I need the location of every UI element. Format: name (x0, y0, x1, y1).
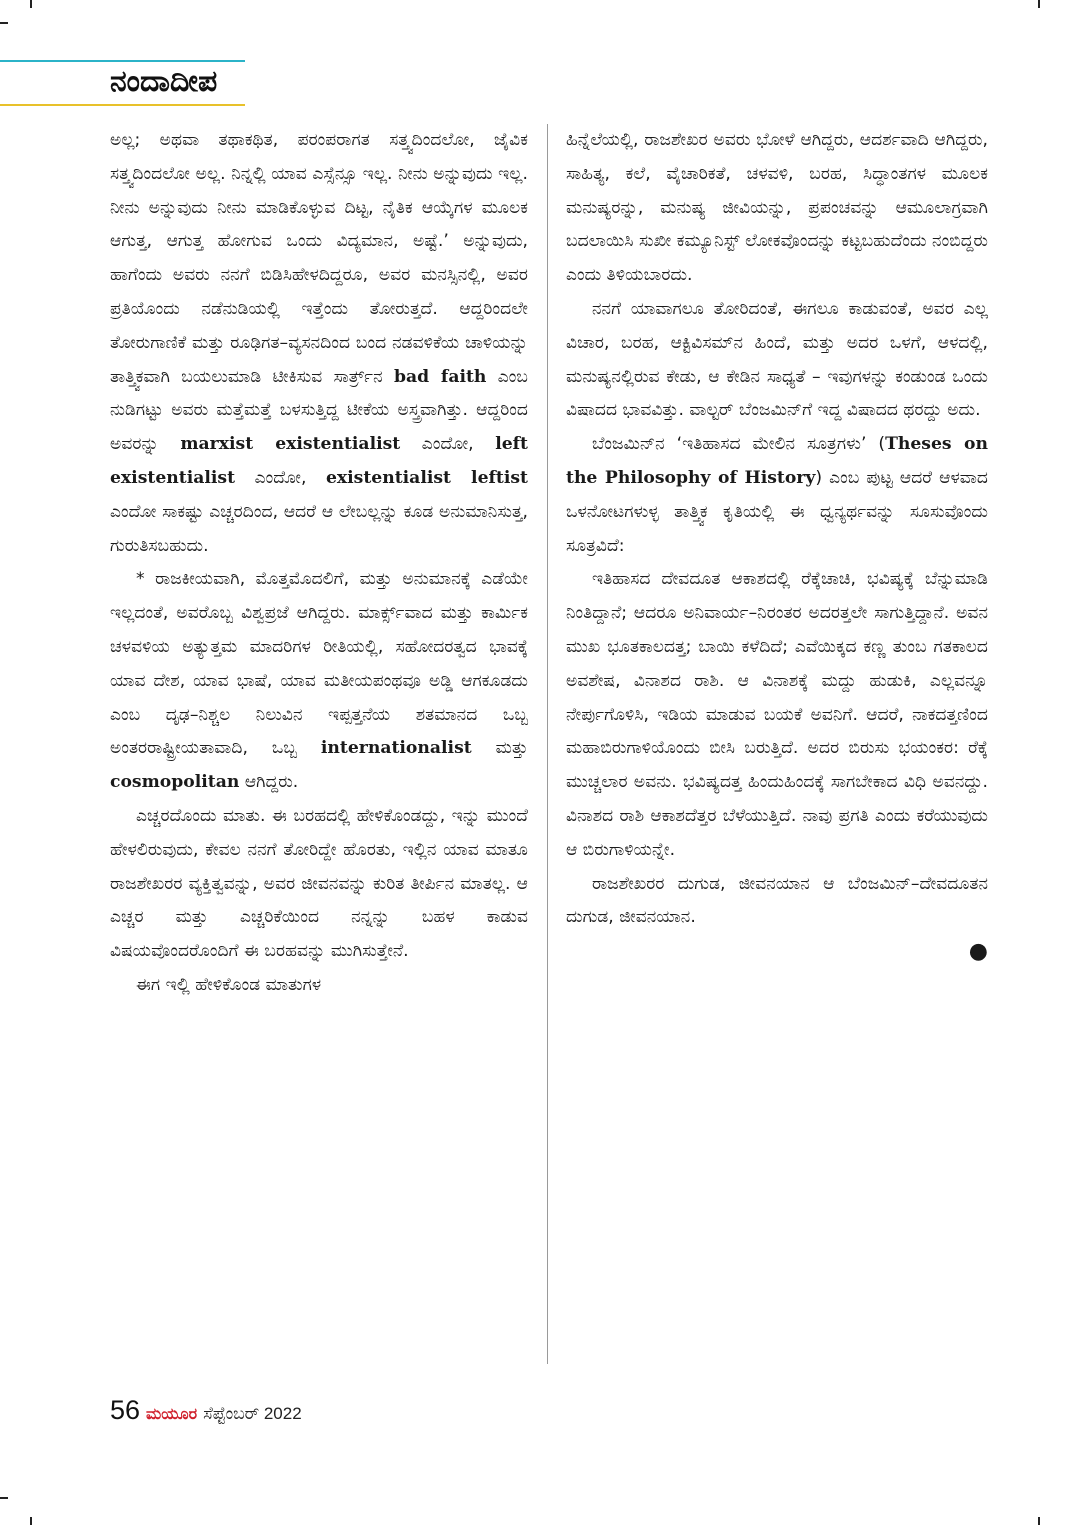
article-paragraph: ರಾಜಶೇಖರರ ದುಗುಡ, ಜೀವನಯಾನ ಆ ಬೆಂಜಮಿನ್–ದೇವದೂತನ ದುಗುಡ, ಜೀವನಯಾನ. (566, 873, 988, 928)
left-column (110, 124, 528, 1003)
article-paragraph: ಅಲ್ಲ; ಅಥವಾ ತಥಾಕಥಿತ, ಪರಂಪರಾಗತ ಸತ್ತ್ವದಿಂದಲೋ, ಜೈವಿಕ ಸತ್ತ್ವದಿಂದಲೋ ಅಲ್ಲ. ನಿನ್ನಲ್ಲಿ ಯಾವ ಎಸ್ಸೆನ್ಸೂ ಇಲ್ಲ. ನೀನು ಅನ್ನುವುದು ಇಲ್ಲ. ನೀನು ಅನ್ನುವುದು ನೀನು ಮಾಡಿಕೊಳ್ಳುವ ದಿಟ್ಟ, ನೈತಿಕ ಆಯ್ಕೆಗಳ ಮೂಲಕ ಆಗುತ್ತ, ಆಗುತ್ತ ಹೋಗುವ ಒಂದು ವಿದ್ಯಮಾನ, ಅಷ್ಟೆ.’ ಅನ್ನುವುದು, ಹಾಗೆಂದು ಅವರು ನನಗೆ ಬಿಡಿಸಿಹೇಳದಿದ್ದರೂ, ಅವರ ಮನಸ್ಸಿನಲ್ಲಿ, ಅವರ ಪ್ರತಿಯೊಂದು ನಡೆನುಡಿಯಲ್ಲಿ ಇತ್ತೆಂದು ತೋರುತ್ತದೆ. ಆದ್ದರಿಂದಲೇ ತೋರುಗಾಣಿಕೆ ಮತ್ತು ರೂಢಿಗತ–ವ್ಯಸನದಿಂದ ಬಂದ ನಡವಳಿಕೆಯ ಚಾಳಿಯನ್ನು ತಾತ್ತ್ವಿಕವಾಗಿ ಬಯಲುಮಾಡಿ ಟೀಕಿಸುವ ಸಾರ್ತ್ರ್‌ನ bad faith ಎಂಬ ನುಡಿಗಟ್ಟು ಅವರು ಮತ್ತೆಮತ್ತೆ ಬಳಸುತ್ತಿದ್ದ ಟೀಕೆಯ ಅಸ್ತ್ರವಾಗಿತ್ತು. ಆದ್ದರಿಂದ ಅವರನ್ನು marxist existentialist ಎಂದೋ, left existentialist ಎಂದೋ, existentialist leftist ಎಂದೋ ಸಾಕಷ್ಟು ಎಚ್ಚರದಿಂದ, ಆದರೆ ಆ ಲೇಬಲ್ಲನ್ನು ಕೂಡ ಅನುಮಾನಿಸುತ್ತ, ಗುರುತಿಸಬಹುದು. (110, 130, 529, 556)
article-paragraph: ಈಗ ಇಲ್ಲಿ ಹೇಳಿಕೊಂಡ ಮಾತುಗಳ (136, 974, 322, 995)
issue-date: ಸೆಪ್ಟೆಂಬರ್ 2022 (203, 1404, 302, 1423)
crop-mark (0, 22, 8, 24)
right-column (566, 124, 988, 967)
article-paragraph: * ರಾಜಕೀಯವಾಗಿ, ಮೊತ್ತಮೊದಲಿಗೆ, ಮತ್ತು ಅನುಮಾನಕ್ಕೆ ಎಡೆಯೇ ಇಲ್ಲದಂತೆ, ಅವರೊಬ್ಬ ವಿಶ್ವಪ್ರಜೆ ಆಗಿದ್ದರು. ಮಾರ್ಕ್ಸ್‌ವಾದ ಮತ್ತು ಕಾರ್ಮಿಕ ಚಳವಳಿಯ ಅತ್ಯುತ್ತಮ ಮಾದರಿಗಳ ರೀತಿಯಲ್ಲಿ, ಸಹೋದರತ್ವದ ಭಾವಕ್ಕೆ ಯಾವ ದೇಶ, ಯಾವ ಭಾಷೆ, ಯಾವ ಮತೀಯಪಂಥವೂ ಅಡ್ಡಿ ಆಗಕೂಡದು ಎಂಬ ದೃಢ–ನಿಶ್ಚಲ ನಿಲುವಿನ ಇಪ್ಪತ್ತನೆಯ ಶತಮಾನದ ಒಬ್ಬ ಅಂತರರಾಷ್ಟ್ರೀಯತಾವಾದಿ, ಒಬ್ಬ internationalist ಮತ್ತು cosmopolitan ಆಗಿದ್ದರು. (110, 569, 528, 793)
crop-mark (1038, 0, 1040, 8)
article-paragraph: ಬೆಂಜಮಿನ್‌ನ ‘ಇತಿಹಾಸದ ಮೇಲಿನ ಸೂತ್ರಗಳು’ (Theses on the Philosophy of History) ಎಂಬ ಪುಟ್ಟ ಆದರೆ ಆಳವಾದ ಒಳನೋಟಗಳುಳ್ಳ ತಾತ್ತ್ವಿಕ ಕೃತಿಯಲ್ಲಿ ಈ ಧ್ವನ್ಯರ್ಥವನ್ನು ಸೂಸುವೊಂದು ಸೂತ್ರವಿದೆ: (566, 434, 989, 556)
column-divider (547, 124, 548, 1364)
crop-mark (30, 0, 32, 8)
header-rule-top (0, 60, 245, 62)
article-paragraph: ನನಗೆ ಯಾವಾಗಲೂ ತೋರಿದಂತೆ, ಈಗಲೂ ಕಾಡುವಂತೆ, ಅವರ ಎಲ್ಲ ವಿಚಾರ, ಬರಹ, ಆಕ್ಟಿವಿಸಮ್‌ನ ಹಿಂದೆ, ಮತ್ತು ಅದರ ಒಳಗೆ, ಆಳದಲ್ಲಿ, ಮನುಷ್ಯನಲ್ಲಿರುವ ಕೇಡು, ಆ ಕೇಡಿನ ಸಾಧ್ಯತೆ – ಇವುಗಳನ್ನು ಕಂಡುಂಡ ಒಂದು ವಿಷಾದದ ಭಾವವಿತ್ತು. ವಾಲ್ಟರ್ ಬೆಂಜಮಿನ್‌ಗೆ ಇದ್ದ ವಿಷಾದದ ಥರದ್ದು ಅದು. (566, 298, 988, 421)
crop-mark (1038, 1517, 1040, 1525)
crop-mark (0, 1497, 8, 1499)
article-paragraph: ಇತಿಹಾಸದ ದೇವದೂತ ಆಕಾಶದಲ್ಲಿ ರೆಕ್ಕೆಚಾಚಿ, ಭವಿಷ್ಯಕ್ಕೆ ಬೆನ್ನುಮಾಡಿ ನಿಂತಿದ್ದಾನೆ; ಆದರೂ ಅನಿವಾರ್ಯ–ನಿರಂತರ ಅದರತ್ತಲೇ ಸಾಗುತ್ತಿದ್ದಾನೆ. ಅವನ ಮುಖ ಭೂತಕಾಲದತ್ತ; ಬಾಯಿ ಕಳೆದಿದೆ; ಎವೆಯಿಕ್ಕದ ಕಣ್ಣ ತುಂಬ ಗತಕಾಲದ ಅವಶೇಷ, ವಿನಾಶದ ರಾಶಿ. ಆ ವಿನಾಶಕ್ಕೆ ಮದ್ದು ಹುಡುಕಿ, ಎಲ್ಲವನ್ನೂ ನೇರ್ಪುಗೊಳಿಸಿ, ಇಡಿಯ ಮಾಡುವ ಬಯಕೆ ಅವನಿಗೆ. ಆದರೆ, ನಾಕದತ್ತಣಿಂದ ಮಹಾಬಿರುಗಾಳಿಯೊಂದು ಬೀಸಿ ಬರುತ್ತಿದೆ. ಅದರ ಬಿರುಸು ಭಯಂಕರ: ರೆಕ್ಕೆ ಮುಚ್ಚಲಾರ ಅವನು. ಭವಿಷ್ಯದತ್ತ ಹಿಂದುಹಿಂದಕ್ಕೆ ಸಾಗಬೇಕಾದ ವಿಧಿ ಅವನದ್ದು. ವಿನಾಶದ ರಾಶಿ ಆಕಾಶದೆತ್ತರ ಬೆಳೆಯುತ್ತಿದೆ. ನಾವು ಪ್ರಗತಿ ಎಂದು ಕರೆಯುವುದು ಆ ಬಿರುಗಾಳಿಯನ್ನೇ. (566, 569, 988, 860)
article-paragraph: ಹಿನ್ನೆಲೆಯಲ್ಲಿ, ರಾಜಶೇಖರ ಅವರು ಭೋಳೆ ಆಗಿದ್ದರು, ಆದರ್ಶವಾದಿ ಆಗಿದ್ದರು, ಸಾಹಿತ್ಯ, ಕಲೆ, ವೈಚಾರಿಕತೆ, ಚಳವಳಿ, ಬರಹ, ಸಿದ್ಧಾಂತಗಳ ಮೂಲಕ ಮನುಷ್ಯರನ್ನು, ಮನುಷ್ಯ ಜೀವಿಯನ್ನು, ಪ್ರಪಂಚವನ್ನು ಆಮೂಲಾಗ್ರವಾಗಿ ಬದಲಾಯಿಸಿ ಸುಖೀ ಕಮ್ಯೂನಿಸ್ಟ್ ಲೋಕವೊಂದನ್ನು ಕಟ್ಟಬಹುದೆಂದು ನಂಬಿದ್ದರು ಎಂದು ತಿಳಿಯಬಾರದು. (566, 130, 988, 286)
article-paragraph: ಎಚ್ಚರದೊಂದು ಮಾತು. ಈ ಬರಹದಲ್ಲಿ ಹೇಳಿಕೊಂಡದ್ದು, ಇನ್ನು ಮುಂದೆ ಹೇಳಲಿರುವುದು, ಕೇವಲ ನನಗೆ ತೋರಿದ್ದೇ ಹೊರತು, ಇಲ್ಲಿನ ಯಾವ ಮಾತೂ ರಾಜಶೇಖರರ ವ್ಯಕ್ತಿತ್ವವನ್ನು, ಅವರ ಜೀವನವನ್ನು ಕುರಿತ ತೀರ್ಪಿನ ಮಾತಲ್ಲ. ಆ ಎಚ್ಚರ ಮತ್ತು ಎಚ್ಚರಿಕೆಯಿಂದ ನನ್ನನ್ನು ಬಹಳ ಕಾಡುವ ವಿಷಯವೊಂದರೊಂದಿಗೆ ಈ ಬರಹವನ್ನು ಮುಗಿಸುತ್ತೇನೆ. (110, 805, 528, 962)
page-number: 56 (110, 1395, 141, 1425)
header-rule-bottom (0, 104, 245, 106)
section-title: ನಂದಾದೀಪ (110, 64, 218, 99)
end-mark-icon: ● (968, 939, 988, 965)
crop-mark (30, 1517, 32, 1525)
page-footer (110, 1395, 302, 1426)
magazine-name: ಮಯೂರ (146, 1406, 198, 1423)
